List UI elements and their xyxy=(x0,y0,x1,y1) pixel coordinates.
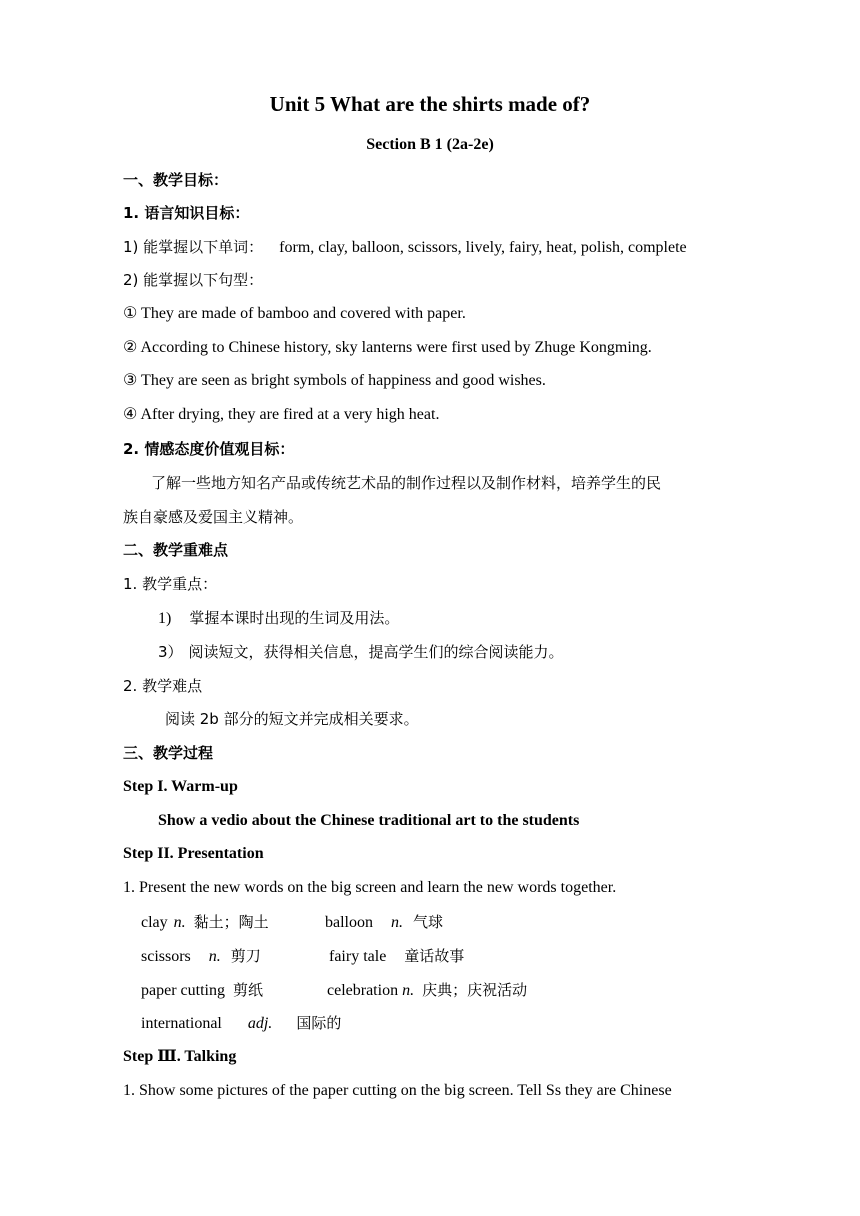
vocab-entry xyxy=(141,912,269,933)
key-points-label: 1. 教学重点： xyxy=(123,575,218,593)
key-point-1-text: 掌握本课时出现的生词及用法。 xyxy=(189,609,400,627)
vocab-word: celebration xyxy=(327,982,399,999)
patterns-intro: 2) 能掌握以下句型： xyxy=(123,271,264,289)
vocab-meaning: 童话故事 xyxy=(404,947,465,965)
vocab-pos: n. xyxy=(173,914,186,931)
vocab-word: paper cutting xyxy=(141,982,225,999)
key-point-1-number: 1) xyxy=(158,610,172,627)
vocab-pos: adj. xyxy=(247,1015,273,1032)
vocab-entry xyxy=(329,946,464,967)
step-1-heading: Step I. Warm-up xyxy=(123,778,238,795)
emotion-text-line-1: 了解一些地方知名产品或传统艺术品的制作过程以及制作材料，培养学生的民 xyxy=(151,474,662,492)
key-point-1 xyxy=(158,608,399,629)
vocab-meaning: 黏土；陶土 xyxy=(193,913,269,931)
objectives-heading: 一、教学目标： xyxy=(123,171,229,189)
key-point-3-text: 阅读短文，获得相关信息，提高学生们的综合阅读能力。 xyxy=(188,643,564,661)
teaching-process-heading: 三、教学过程 xyxy=(123,744,214,762)
step-1-text: Show a vedio about the Chinese traditional art to the students xyxy=(158,812,580,829)
vocabulary-intro: 1) 能掌握以下单词： xyxy=(123,238,264,256)
sentence-2: ② According to Chinese history, sky lanterns were first used by Zhuge Kongming. xyxy=(123,339,652,356)
emotion-text-line-2: 族自豪感及爱国主义精神。 xyxy=(123,508,304,526)
emotion-objectives-heading: 2. 情感态度价值观目标： xyxy=(123,440,295,458)
vocab-entry xyxy=(141,946,261,967)
sentence-4: ④ After drying, they are fired at a very high heat. xyxy=(123,406,440,423)
vocab-word: scissors xyxy=(141,948,191,965)
step-2-text: 1. Present the new words on the big screen and learn the new words together. xyxy=(123,879,617,896)
sentence-3: ③ They are seen as bright symbols of happiness and good wishes. xyxy=(123,372,546,389)
vocab-word: international xyxy=(141,1015,222,1032)
vocab-pos: n. xyxy=(391,914,403,931)
step-3-text: 1. Show some pictures of the paper cutting on the big screen. Tell Ss they are Chinese xyxy=(123,1082,672,1099)
step-2-heading: Step II. Presentation xyxy=(123,845,264,862)
language-objectives-heading: 1. 语言知识目标： xyxy=(123,204,250,222)
vocab-meaning: 剪刀 xyxy=(230,947,261,965)
vocabulary-line xyxy=(123,237,687,258)
vocab-meaning: 国际的 xyxy=(296,1014,342,1032)
document-title: Unit 5 What are the shirts made of? xyxy=(269,92,591,116)
vocab-pos: n. xyxy=(208,948,221,965)
step-3-heading: Step Ⅲ. Talking xyxy=(123,1048,237,1065)
key-difficult-heading: 二、教学重难点 xyxy=(123,541,229,559)
vocab-meaning: 庆典；庆祝活动 xyxy=(422,981,528,999)
vocab-pos: n. xyxy=(402,982,415,999)
sentence-1: ① They are made of bamboo and covered with paper. xyxy=(123,305,466,322)
vocab-entry xyxy=(141,980,263,1001)
vocab-entry xyxy=(141,1013,341,1034)
vocab-meaning: 剪纸 xyxy=(232,981,263,999)
vocab-meaning: 气球 xyxy=(413,913,444,931)
vocab-word: balloon xyxy=(325,914,373,931)
key-point-3-number: 3） xyxy=(158,643,183,661)
vocab-entry xyxy=(327,980,527,1001)
vocab-word: clay xyxy=(141,914,168,931)
difficult-points-label: 2. 教学难点 xyxy=(123,677,203,695)
vocabulary-words: form, clay, balloon, scissors, lively, fairy, heat, polish, complete xyxy=(279,239,687,256)
vocab-entry xyxy=(325,912,443,933)
key-point-3 xyxy=(158,642,564,663)
difficult-points-text: 阅读 2b 部分的短文并完成相关要求。 xyxy=(165,710,419,728)
vocab-word: fairy tale xyxy=(329,948,387,965)
section-subtitle: Section B 1 (2a-2e) xyxy=(366,136,494,153)
